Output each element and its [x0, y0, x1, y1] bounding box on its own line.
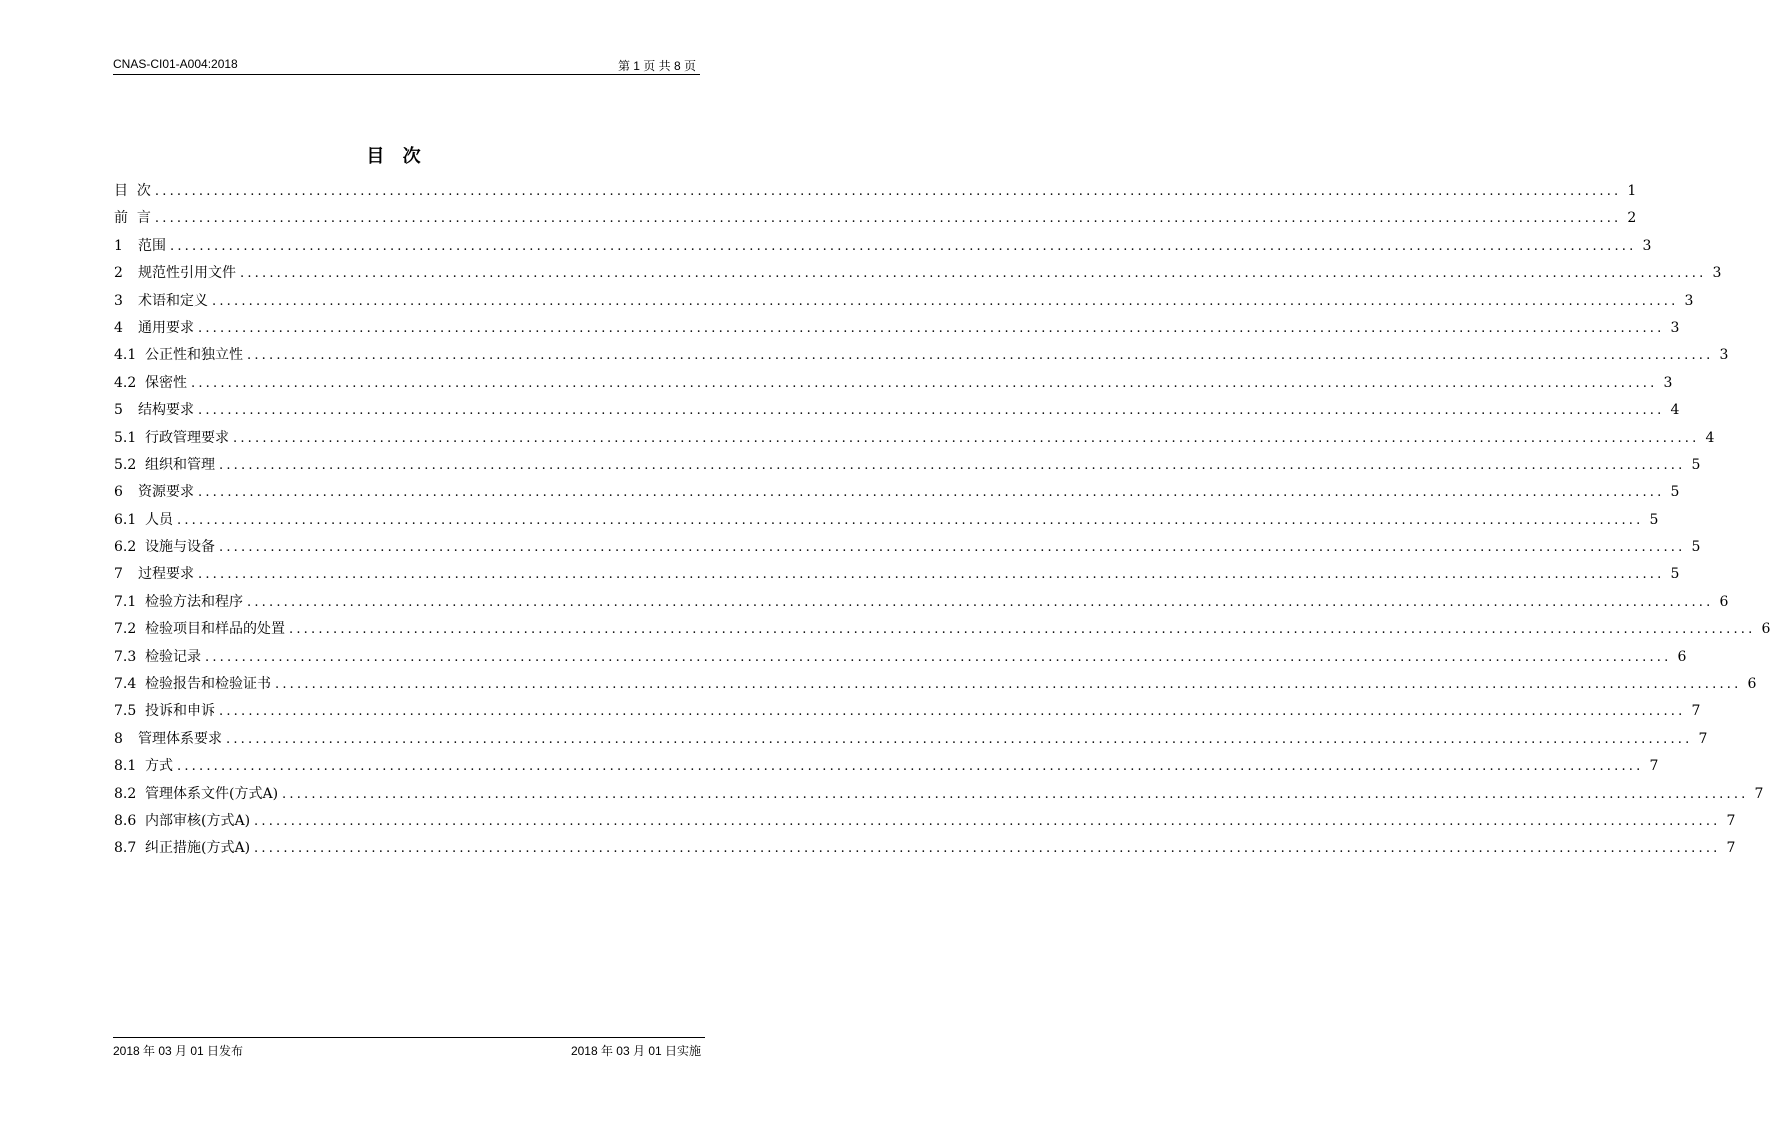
toc-entry-number: 7.4 [114, 676, 137, 693]
toc-entry-page: 7 [1691, 703, 1701, 720]
toc-leader-dots: ........................................................................................................................................................................................................ [177, 512, 1644, 528]
toc-entry-label: 资源要求 [138, 484, 194, 501]
toc-entry-number: 8.2 [114, 785, 137, 802]
toc-leader-dots: ........................................................................................................................................................................................................ [205, 649, 1672, 665]
toc-entry[interactable] [114, 178, 1637, 205]
toc-entry[interactable] [114, 589, 1729, 616]
toc-entry-label: 管理体系文件(方式A) [145, 785, 279, 802]
toc-entry-label: 前 言 [114, 210, 151, 227]
toc-entry-label: 目 次 [114, 183, 151, 199]
toc-leader-dots: ........................................................................................................................................................................................................ [254, 813, 1721, 829]
toc-entry-number: 5 [114, 402, 123, 419]
toc-entry-page: 5 [1649, 511, 1659, 528]
toc-leader-dots: ........................................................................................................................................................................................................ [154, 184, 1622, 199]
toc-entry-page: 5 [1691, 539, 1701, 556]
toc-entry[interactable] [114, 644, 1687, 671]
issue-date: 2018 年 03 月 01 日发布 [113, 1044, 244, 1058]
toc-entry-number: 3 [114, 292, 123, 309]
toc-entry-label: 检验项目和样品的处置 [145, 621, 285, 638]
toc-entry-number: 6.1 [114, 511, 137, 528]
toc-entry[interactable] [114, 288, 1694, 315]
toc-leader-dots: ........................................................................................................................................................................................................ [247, 594, 1714, 610]
toc-entry[interactable] [114, 205, 1637, 232]
toc-entry-label: 结构要求 [138, 402, 194, 419]
toc-entry-page: 5 [1691, 456, 1701, 473]
toc-entry-page: 7 [1754, 785, 1764, 802]
effective-date: 2018 年 03 月 01 日实施 [570, 1044, 701, 1058]
toc-entry[interactable] [114, 397, 1680, 424]
toc-entry-number: 7.5 [114, 703, 137, 720]
toc-entry[interactable] [114, 315, 1680, 342]
toc-entry-number: 8.6 [114, 812, 137, 829]
toc-leader-dots: ........................................................................................................................................................................................................ [275, 677, 1742, 693]
toc-entry-label: 规范性引用文件 [138, 265, 236, 282]
toc-entry-page: 7 [1698, 730, 1708, 747]
toc-entry-page: 6 [1761, 621, 1770, 638]
toc-entry[interactable] [114, 342, 1729, 369]
toc-entry[interactable] [114, 726, 1708, 753]
toc-entry-label: 公正性和独立性 [145, 347, 243, 364]
toc-entry[interactable] [114, 233, 1652, 260]
toc-entry-number: 7.1 [114, 593, 137, 610]
toc-leader-dots: ........................................................................................................................................................................................................ [289, 622, 1756, 638]
toc-leader-dots: ........................................................................................................................................................................................................ [240, 266, 1707, 282]
toc-leader-dots: ........................................................................................................................................................................................................ [170, 238, 1637, 254]
toc-entry[interactable] [114, 671, 1757, 698]
toc-entry-page: 5 [1670, 566, 1680, 583]
toc-leader-dots: ........................................................................................................................................................................................................ [198, 403, 1665, 419]
toc-entry-number: 1 [114, 237, 123, 254]
toc-entry[interactable] [114, 260, 1722, 287]
page-header [113, 57, 700, 75]
page-number: 第 1 页 共 8 页 [617, 59, 696, 73]
toc-leader-dots: ........................................................................................................................................................................................................ [219, 457, 1686, 473]
toc-leader-dots: ........................................................................................................................................................................................................ [154, 211, 1622, 227]
toc-entry-label: 通用要求 [138, 319, 194, 336]
toc-leader-dots: ........................................................................................................................................................................................................ [233, 430, 1700, 446]
toc-entry-label: 组织和管理 [145, 456, 215, 473]
toc-entry-label: 设施与设备 [145, 539, 215, 556]
toc-entry[interactable] [114, 561, 1680, 588]
toc-leader-dots: ........................................................................................................................................................................................................ [226, 731, 1693, 747]
toc-entry-label: 方式 [145, 758, 173, 775]
toc-entry-page: 7 [1726, 840, 1736, 857]
toc-entry-label: 范围 [138, 237, 166, 254]
toc-entry-label: 行政管理要求 [145, 429, 229, 446]
toc-entry-number: 4.2 [114, 374, 137, 391]
toc-entry[interactable] [114, 425, 1715, 452]
toc-entry-label: 检验方法和程序 [145, 593, 243, 610]
toc-entry-number: 2 [114, 265, 123, 282]
toc-entry-label: 人员 [145, 511, 173, 528]
toc-leader-dots: ........................................................................................................................................................................................................ [212, 293, 1679, 309]
toc-entry-page: 5 [1670, 484, 1680, 501]
toc-entry-number: 4 [114, 319, 123, 336]
toc-entry-page: 3 [1663, 374, 1673, 391]
toc-entry[interactable] [114, 781, 1764, 808]
toc-entry-label: 术语和定义 [138, 292, 208, 309]
toc-leader-dots: ........................................................................................................................................................................................................ [219, 540, 1686, 556]
toc-entry-page: 2 [1627, 210, 1637, 227]
toc-entry-number: 8 [114, 730, 123, 747]
toc-entry-number: 7 [114, 566, 123, 583]
document-id: CNAS-CI01-A004:2018 [113, 57, 238, 71]
toc-entry-page: 4 [1705, 429, 1715, 446]
toc-entry-page: 3 [1684, 292, 1694, 309]
toc-entry-page: 3 [1642, 237, 1652, 254]
toc-entry-page: 6 [1747, 676, 1757, 693]
toc-entry-page: 7 [1649, 758, 1659, 775]
toc-entry-label: 过程要求 [138, 566, 194, 583]
toc-entry-number: 8.7 [114, 840, 137, 857]
toc-entry-number: 7.3 [114, 648, 137, 665]
toc-entry-number: 4.1 [114, 347, 137, 364]
toc-entry-page: 3 [1719, 347, 1729, 364]
toc-entry-number: 8.1 [114, 758, 137, 775]
toc-leader-dots: ........................................................................................................................................................................................................ [247, 348, 1714, 364]
toc-entry-label: 纠正措施(方式A) [145, 840, 251, 857]
toc-entry[interactable] [114, 753, 1659, 780]
toc-entry[interactable] [114, 835, 1736, 862]
toc-entry-page: 3 [1670, 319, 1680, 336]
table-of-contents [114, 178, 1770, 863]
toc-entry-number: 6 [114, 484, 123, 501]
toc-entry-label: 检验报告和检验证书 [145, 676, 271, 693]
toc-entry-number: 5.2 [114, 456, 137, 473]
toc-entry-number: 7.2 [114, 621, 137, 638]
toc-leader-dots: ........................................................................................................................................................................................................ [254, 841, 1721, 857]
toc-leader-dots: ........................................................................................................................................................................................................ [198, 567, 1665, 583]
toc-entry[interactable] [114, 698, 1701, 725]
toc-leader-dots: ........................................................................................................................................................................................................ [177, 759, 1644, 775]
toc-leader-dots: ........................................................................................................................................................................................................ [191, 375, 1658, 391]
toc-leader-dots: ........................................................................................................................................................................................................ [198, 485, 1665, 501]
page-footer [113, 1037, 705, 1058]
toc-entry[interactable] [114, 507, 1659, 534]
toc-entry[interactable] [114, 452, 1701, 479]
toc-entry-page: 4 [1670, 402, 1680, 419]
toc-entry[interactable] [114, 808, 1736, 835]
toc-entry[interactable] [114, 479, 1680, 506]
toc-entry-label: 检验记录 [145, 648, 201, 665]
toc-leader-dots: ........................................................................................................................................................................................................ [282, 786, 1749, 802]
toc-entry-page: 7 [1726, 812, 1736, 829]
toc-entry[interactable] [114, 534, 1701, 561]
toc-entry-page: 6 [1719, 593, 1729, 610]
toc-entry-number: 6.2 [114, 539, 137, 556]
toc-entry-page: 1 [1627, 183, 1637, 199]
toc-entry[interactable] [114, 616, 1770, 643]
toc-entry-page: 6 [1677, 648, 1687, 665]
toc-entry[interactable] [114, 370, 1673, 397]
toc-entry-label: 管理体系要求 [138, 730, 222, 747]
toc-entry-label: 投诉和申诉 [145, 703, 215, 720]
toc-entry-number: 5.1 [114, 429, 137, 446]
toc-title: 目 次 [366, 146, 427, 167]
toc-leader-dots: ........................................................................................................................................................................................................ [219, 704, 1686, 720]
toc-entry-label: 保密性 [145, 374, 187, 391]
toc-leader-dots: ........................................................................................................................................................................................................ [198, 320, 1665, 336]
toc-entry-label: 内部审核(方式A) [145, 812, 251, 829]
toc-entry-page: 3 [1712, 265, 1722, 282]
